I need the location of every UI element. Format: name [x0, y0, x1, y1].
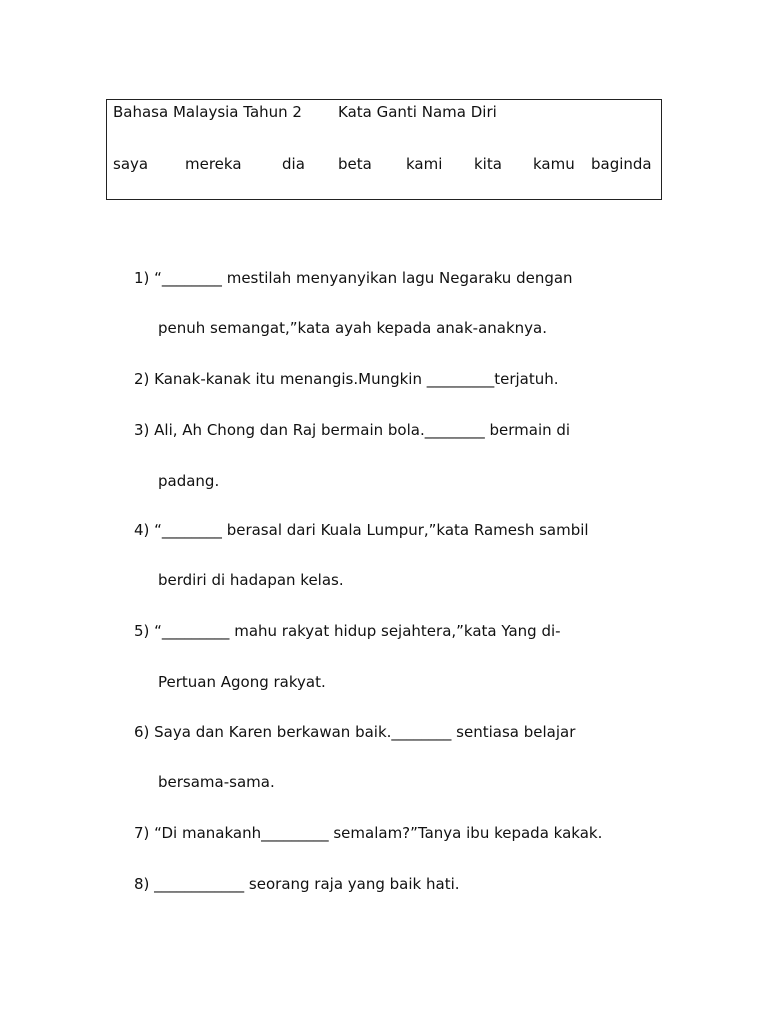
word-bank-item: saya — [113, 155, 149, 173]
topic-title: Kata Ganti Nama Diri — [338, 103, 497, 121]
question-6: 6) Saya dan Karen berkawan baik.________ sentiasa belajar — [134, 723, 576, 741]
word-bank-item: mereka — [185, 155, 242, 173]
word-bank-item: beta — [338, 155, 372, 173]
question-6-continued: bersama-sama. — [158, 773, 275, 791]
word-bank-item: dia — [282, 155, 305, 173]
question-5: 5) “_________ mahu rakyat hidup sejahtera,”kata Yang di- — [134, 622, 561, 640]
word-bank-item: kamu — [533, 155, 575, 173]
word-bank-item: kita — [474, 155, 502, 173]
question-3-continued: padang. — [158, 472, 220, 490]
word-bank-item: kami — [406, 155, 443, 173]
question-5-continued: Pertuan Agong rakyat. — [158, 673, 326, 691]
question-4-continued: berdiri di hadapan kelas. — [158, 571, 344, 589]
subject-title: Bahasa Malaysia Tahun 2 — [113, 103, 302, 121]
word-bank-item: baginda — [591, 155, 652, 173]
question-1-continued: penuh semangat,”kata ayah kepada anak-anaknya. — [158, 319, 548, 337]
question-3: 3) Ali, Ah Chong dan Raj bermain bola.________ bermain di — [134, 421, 571, 439]
question-7: 7) “Di manakanh_________ semalam?”Tanya ibu kepada kakak. — [134, 824, 603, 842]
question-2: 2) Kanak-kanak itu menangis.Mungkin _________terjatuh. — [134, 370, 559, 388]
question-4: 4) “________ berasal dari Kuala Lumpur,”kata Ramesh sambil — [134, 521, 589, 539]
question-1: 1) “________ mestilah menyanyikan lagu Negaraku dengan — [134, 269, 573, 287]
question-8: 8) ____________ seorang raja yang baik hati. — [134, 875, 460, 893]
